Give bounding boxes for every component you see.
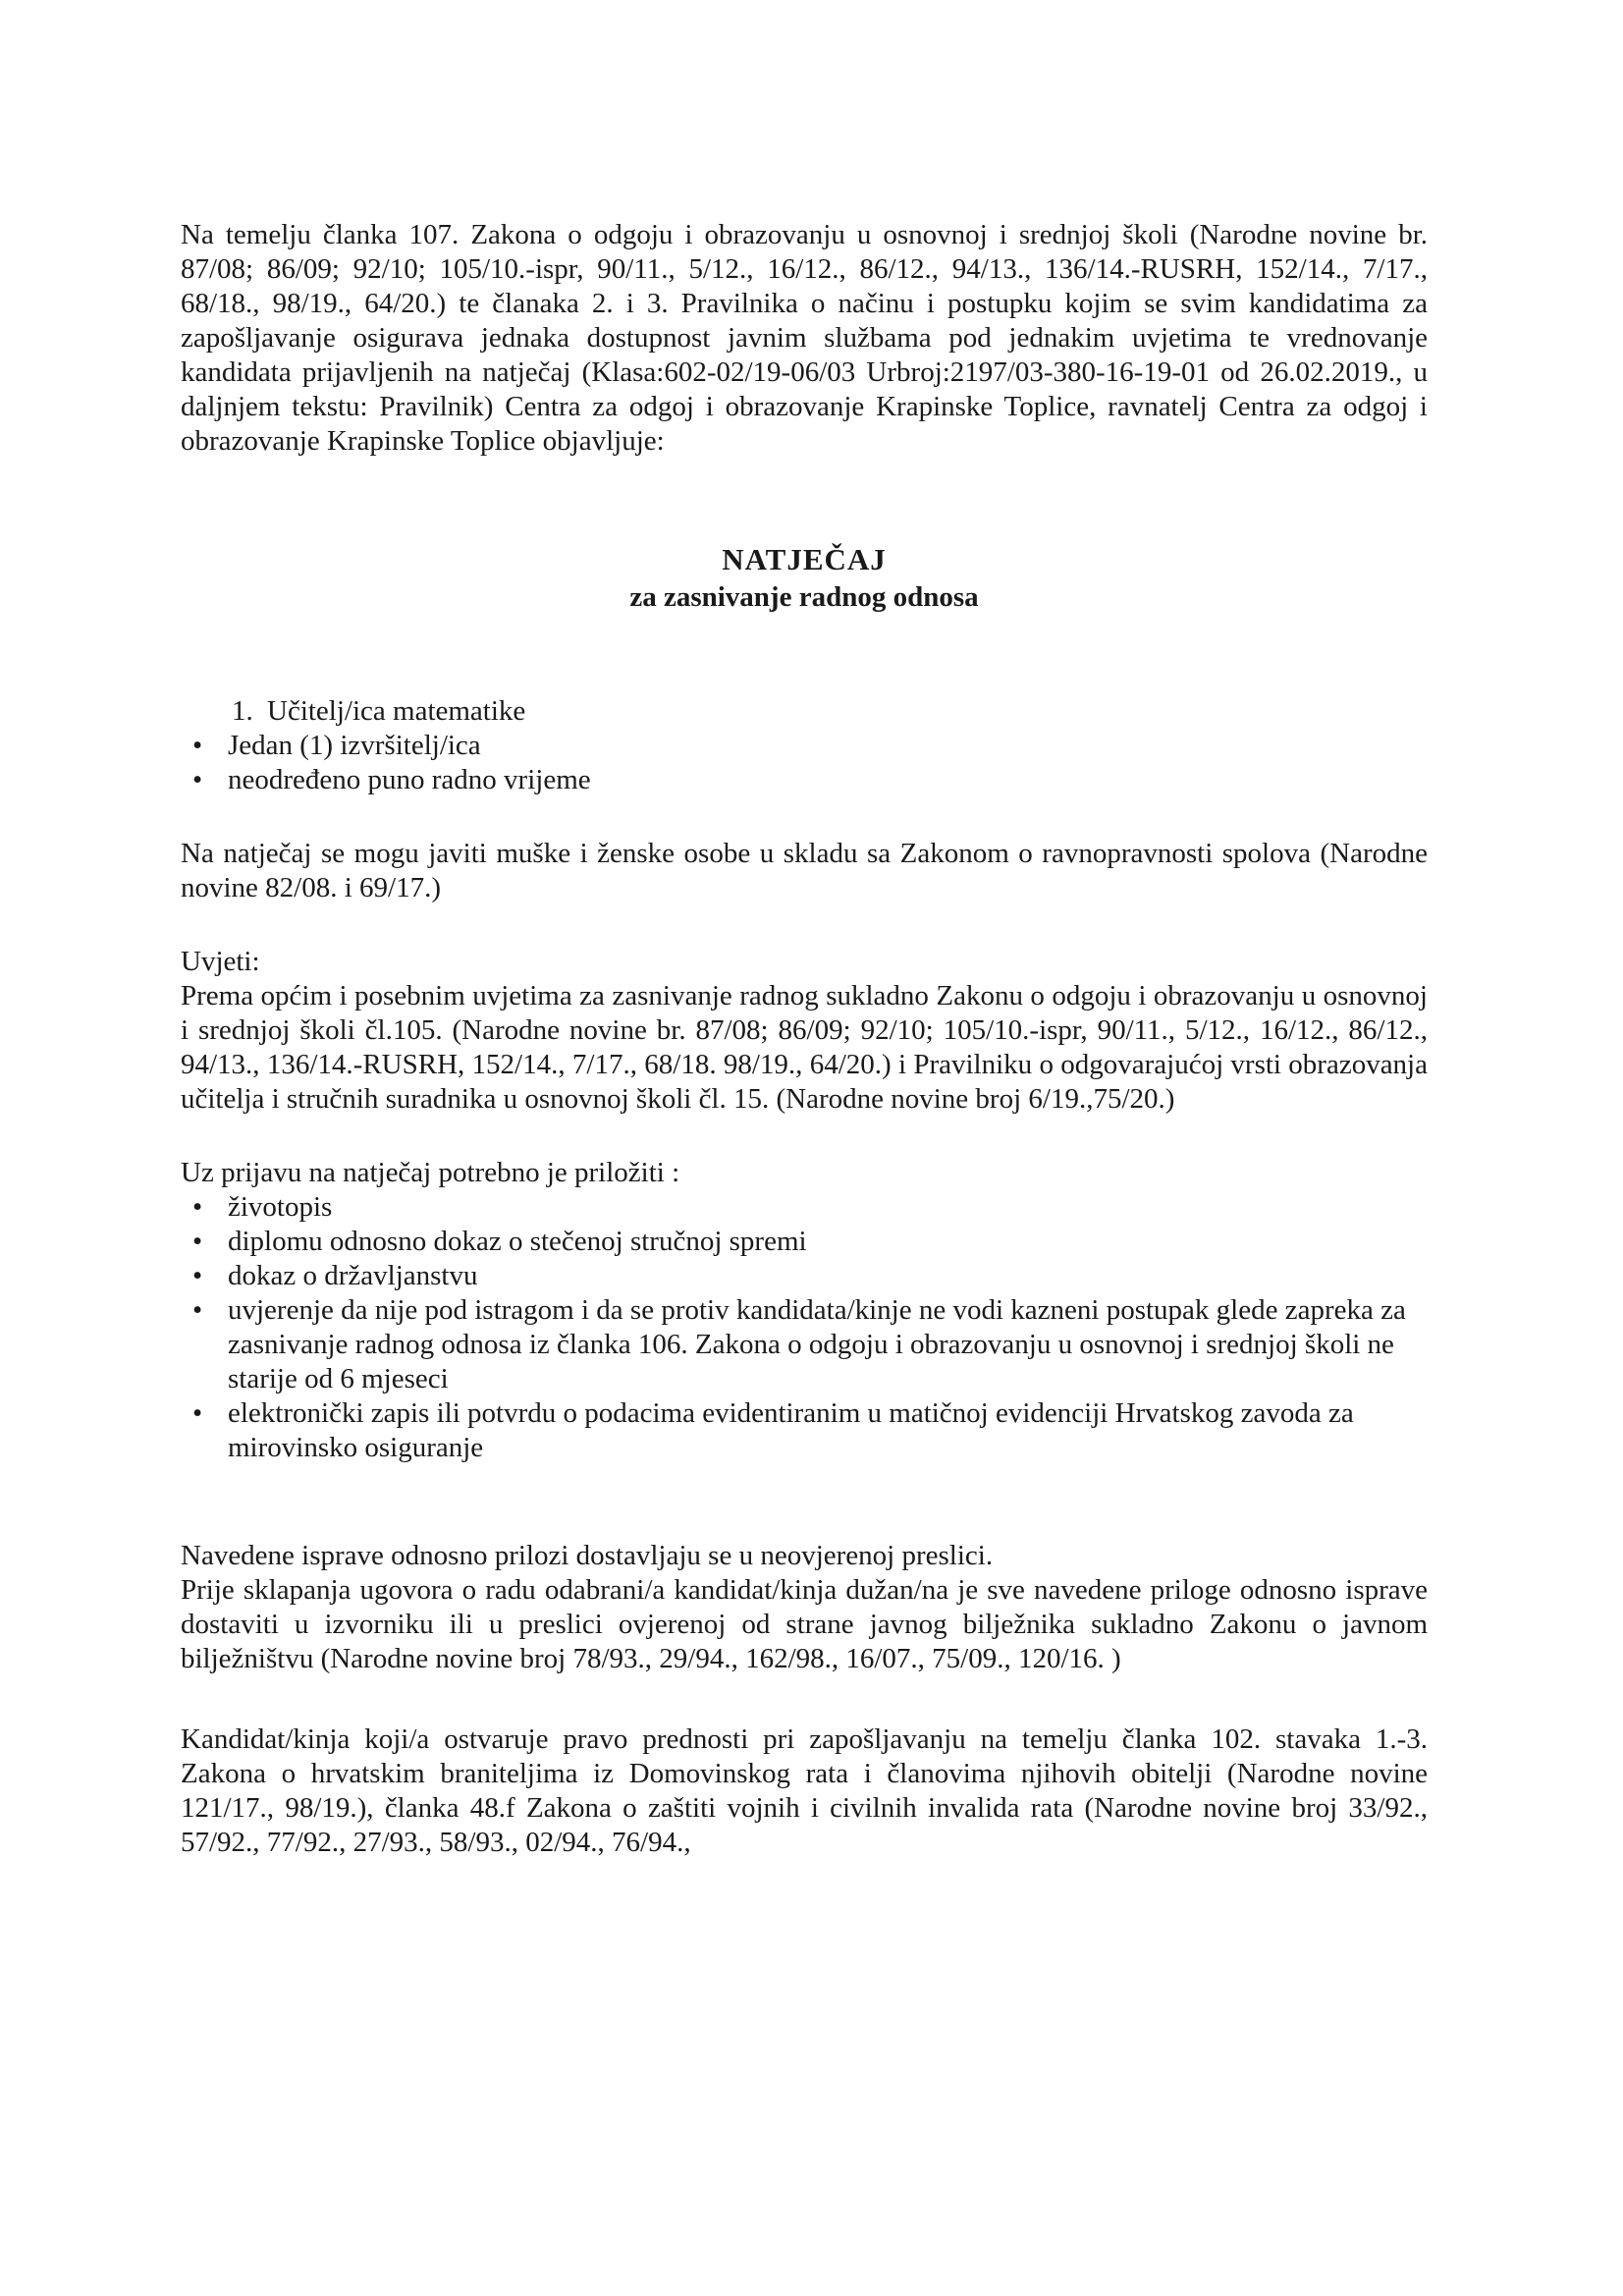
list-item: • dokaz o državljanstvu — [181, 1259, 1428, 1293]
position-number: 1. — [232, 695, 253, 727]
list-item: • životopis — [181, 1190, 1428, 1225]
equality-paragraph: Na natječaj se mogu javiti muške i ženske osobe u skladu sa Zakonom o ravnopravnosti spolova (Narodne novine 82/08. i 69/17.) — [181, 838, 1428, 903]
position-block — [232, 694, 1428, 729]
documents-section — [181, 1156, 1428, 1465]
copies-section — [181, 1539, 1428, 1676]
copies-line-1: Navedene isprave odnosno prilozi dostavljaju se u neovjerenoj preslici. — [181, 1540, 994, 1571]
document-subtitle: za zasnivanje radnog odnosa — [629, 581, 979, 613]
list-item: • diplomu odnosno dokaz o stečenoj stručnoj spremi — [181, 1225, 1428, 1259]
documents-heading: Uz prijavu na natječaj potrebno je priložiti : — [181, 1157, 680, 1188]
priority-paragraph: Kandidat/kinja koji/a ostvaruje pravo prednosti pri zapošljavanju na temelju članka 102. stavaka 1.-3. Zakona o hrvatskim braniteljima iz Domovinskog rata i članovima njihovih obitelji (Narodne novine 121/17., 98/19.), članka 48.f Zakona o zaštiti vojnih i civilnih invalida rata (Narodne novine broj 33/92., 57/92., 77/92., 27/93., 58/93., 02/94., 76/94., — [181, 1723, 1428, 1858]
title-block — [181, 540, 1428, 615]
copies-line-2: Prije sklapanja ugovora o radu odabrani/a kandidat/kinja dužan/na je sve navedene priloge odnosno isprave dostaviti u izvorniku ili u preslici ovjerenoj od strane javnog bilježnika sukladno Zakonu o javnom bilježništvu (Narodne novine broj 78/93., 29/94., 162/98., 16/07., 75/09., 120/16. ) — [181, 1574, 1428, 1674]
conditions-section — [181, 945, 1428, 1117]
document-title: NATJEČAJ — [722, 542, 887, 576]
list-item: • neodređeno puno radno vrijeme — [181, 763, 1428, 797]
list-item: • uvjerenje da nije pod istragom i da se protiv kandidata/kinje ne vodi kazneni postupak glede zapreka za zasnivanje radnog odnosa iz članka 106. Zakona o odgoju i obrazovanju u osnovnoj i srednjoj školi ne starije od 6 mjeseci — [181, 1293, 1428, 1396]
conditions-paragraph: Prema općim i posebnim uvjetima za zasnivanje radnog sukladno Zakonu o odgoju i obrazovanju u osnovnoj i srednjoj školi čl.105. (Narodne novine br. 87/08; 86/09; 92/10; 105/10.-ispr, 90/11., 5/12., 16/12., 86/12., 94/13., 136/14.-RUSRH, 152/14., 7/17., 68/18. 98/19., 64/20.) i Pravilniku o odgovarajućoj vrsti obrazovanja učitelja i stručnih suradnika u osnovnoj školi čl. 15. (Narodne novine broj 6/19.,75/20.) — [181, 980, 1428, 1115]
position-name: Učitelj/ica matematike — [267, 695, 526, 727]
list-item: • elektronički zapis ili potvrdu o podacima evidentiranim u matičnoj evidenciji Hrvatskog zavoda za mirovinsko osiguranje — [181, 1396, 1428, 1465]
position-heading — [232, 694, 1428, 729]
document-page — [181, 218, 1428, 1860]
position-details-list — [181, 729, 1428, 797]
documents-list — [181, 1190, 1428, 1465]
intro-paragraph: Na temelju članka 107. Zakona o odgoju i obrazovanju u osnovnoj i srednjoj školi (Narodne novine br. 87/08; 86/09; 92/10; 105/10.-ispr, 90/11., 5/12., 16/12., 86/12., 94/13., 136/14.-RUSRH, 152/14., 7/17., 68/18., 98/19., 64/20.) te članaka 2. i 3. Pravilnika o načinu i postupku kojim se svim kandidatima za zapošljavanje osigurava jednaka dostupnost javnim službama pod jednakim uvjetima te vrednovanje kandidata prijavljenih na natječaj (Klasa:602-02/19-06/03 Urbroj:2197/03-380-16-19-01 od 26.02.2019., u daljnjem tekstu: Pravilnik) Centra za odgoj i obrazovanje Krapinske Toplice, ravnatelj Centra za odgoj i obrazovanje Krapinske Toplice objavljuje: — [181, 219, 1428, 457]
conditions-heading: Uvjeti: — [181, 946, 260, 977]
list-item: • Jedan (1) izvršitelj/ica — [181, 729, 1428, 763]
